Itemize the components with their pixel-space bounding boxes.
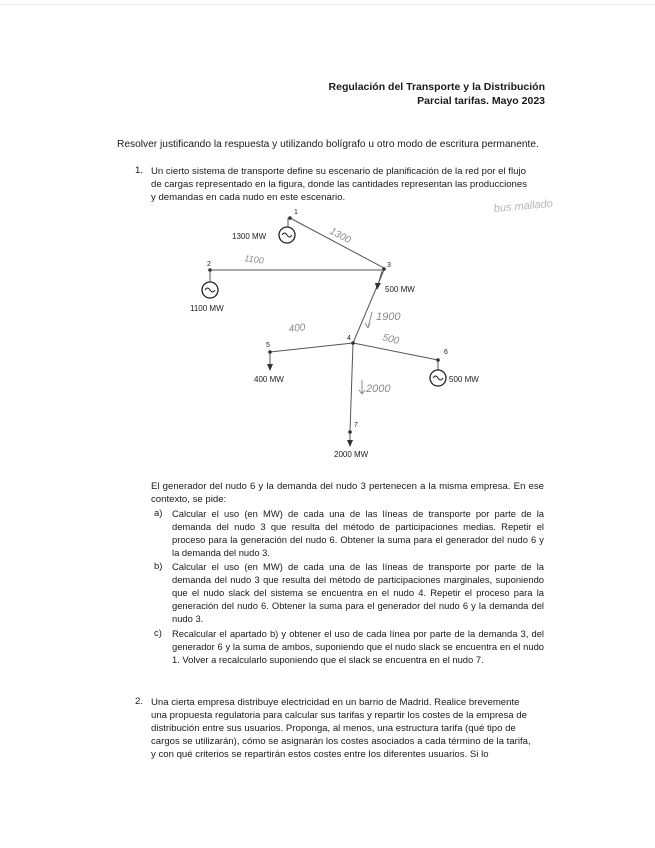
- item-c-text: Recalcular el apartado b) y obtener el uso de cada línea por parte de la demanda 3, del generador 6 y la suma de ambos, suponiendo que el nudo slack se encuentra en el nudo 1. Volver a recalcularlo suponiendo que el slack se encuentra en el nudo 7.: [172, 628, 544, 666]
- item-b-text: Calcular el uso (en MW) de cada una de las líneas de transporte por parte de la demanda del nudo 3 que resulta del método de participaciones marginales, suponiendo que el nudo slack del sistema se encuentra en el nudo 4. Repetir el proceso para la generación del nudo 6. Obtener la suma para el generador del nudo 6 y la demanda del nudo 3.: [172, 561, 544, 625]
- question-2-line: distribución entre sus usuarios. Proponga, al menos, una estructura tarifa (qué tipo de: [151, 723, 516, 735]
- load-arrow-5: [267, 364, 273, 371]
- line-4-7: [350, 343, 353, 432]
- power-label-d5: 400 MW: [254, 375, 284, 384]
- bus-3: [382, 267, 386, 271]
- question-1-line: Un cierto sistema de transporte define su escenario de planificación de la red por el flujo: [151, 166, 526, 177]
- power-label-g2: 1100 MW: [190, 304, 224, 313]
- bus-4: [351, 341, 355, 345]
- line-1-3: [290, 218, 384, 268]
- document-subtitle: Parcial tarifas. Mayo 2023: [417, 95, 545, 107]
- power-label-d3: 500 MW: [385, 285, 415, 294]
- question-1-number: 1.: [135, 165, 144, 176]
- node-label-4: 4: [347, 335, 351, 342]
- load3-stem: [378, 271, 382, 285]
- handwritten-flow-4-6: 500: [381, 332, 401, 347]
- item-b-letter: b): [154, 560, 163, 571]
- item-c-letter: c): [154, 627, 162, 638]
- handwritten-arrow-4-7: [359, 380, 365, 394]
- question-2-statement: [151, 696, 546, 761]
- bus-6: [436, 358, 440, 362]
- item-a-text: Calcular el uso (en MW) de cada una de las líneas de transporte por parte de la demanda del nudo 3 que resulta del método de participaciones medias. Repetir el proceso para la generación del nudo 6. Obtener la suma para el generador del nudo 6 y la demanda del nudo 3.: [172, 508, 544, 559]
- bus-2: [208, 268, 212, 272]
- question-1-line: y demandas en cada nudo en este escenario.: [151, 192, 346, 204]
- power-label-g1: 1300 MW: [232, 232, 267, 241]
- question-1-line: de cargas representado en la figura, donde las cantidades representan las producciones: [151, 179, 528, 191]
- handwritten-flow-2-3: 1100: [243, 253, 265, 266]
- load-arrow-7: [347, 440, 353, 447]
- handwritten-arrow-3-4: [365, 312, 372, 328]
- node-label-5: 5: [266, 342, 270, 349]
- node-label-6: 6: [444, 349, 448, 356]
- question-2-number: 2.: [135, 696, 144, 707]
- handwritten-flow-4-7: 2000: [366, 383, 391, 395]
- power-label-d7: 2000 MW: [334, 450, 369, 459]
- power-label-g6: 500 MW: [449, 375, 479, 384]
- question-2-line: cargos se utilizarán), cómo se asignarán los costes asociados a cada término de la tarifa,: [151, 736, 531, 748]
- handwritten-note: bus mallado: [493, 197, 554, 215]
- question-2-line: y con qué criterios se repartirán estos costes entre los diferentes usuarios. Si lo: [151, 749, 489, 761]
- document-title: Regulación del Transporte y la Distribución: [328, 81, 545, 93]
- node-label-1: 1: [294, 209, 298, 216]
- node-label-7: 7: [354, 422, 358, 429]
- line-4-5: [270, 343, 353, 352]
- node-label-2: 2: [207, 261, 211, 268]
- question-1-context: El generador del nudo 6 y la demanda del nudo 3 pertenecen a la misma empresa. En ese contexto, se pide:: [151, 481, 544, 506]
- node-label-3: 3: [387, 262, 391, 269]
- bus-7: [348, 430, 352, 434]
- instructions: Resolver justificando la respuesta y utilizando bolígrafo u otro modo de escritura permanente.: [117, 139, 539, 150]
- handwritten-flow-1-3: 1300: [327, 225, 353, 247]
- item-a-letter: a): [154, 507, 163, 518]
- bus-5: [268, 350, 272, 354]
- handwritten-flow-4-5: 400: [288, 322, 306, 335]
- handwritten-flow-3-4: 1900: [376, 311, 401, 323]
- question-2-line: Una cierta empresa distribuye electricidad en un barrio de Madrid. Realice brevemente: [151, 697, 520, 708]
- bus-1: [288, 216, 292, 220]
- question-2-line: una propuesta regulatoria para calcular sus tarifas y repartir los costes de la empresa de: [151, 710, 527, 722]
